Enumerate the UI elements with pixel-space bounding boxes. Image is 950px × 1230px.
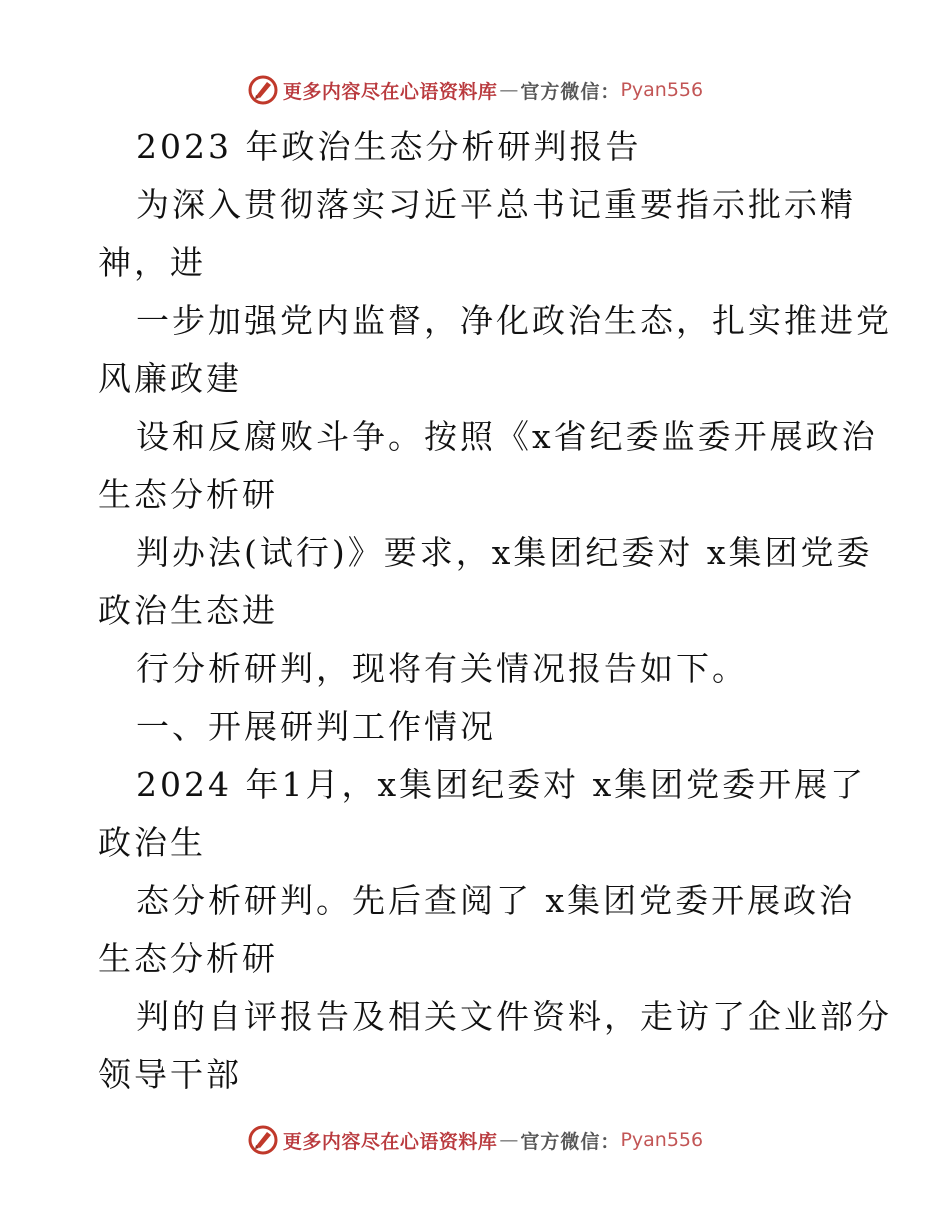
text-line: 生态分析研 <box>98 475 278 514</box>
watermark-brand: 更多内容尽在心语资料库 <box>282 80 498 103</box>
document-title: 2023 年政治生态分析研判报告 <box>136 127 642 166</box>
watermark-dash: — <box>499 79 519 101</box>
brush-logo-icon <box>247 74 279 106</box>
brush-logo-icon <box>247 1124 279 1156</box>
footer-watermark <box>0 1120 950 1160</box>
text-line: 行分析研判，现将有关情况报告如下。 <box>136 649 748 688</box>
watermark-official: 官方微信： <box>520 1130 621 1153</box>
watermark-dash: — <box>499 1129 519 1151</box>
text-line: 2024 年1月，x集团纪委对 x集团党委开展了 <box>136 765 867 804</box>
document-body <box>98 118 892 1104</box>
text-line: 态分析研判。先后查阅了 x集团党委开展政治 <box>136 881 856 920</box>
watermark-handle: Pyan556 <box>620 1129 704 1151</box>
text-line: 为深入贯彻落实习近平总书记重要指示批示精 <box>136 185 856 224</box>
text-line: 神，进 <box>98 243 206 282</box>
text-line: 判办法(试行)》要求，x集团纪委对 x集团党委 <box>136 533 873 572</box>
text-line: 政治生 <box>98 823 206 862</box>
watermark-official: 官方微信： <box>520 80 621 103</box>
text-line: 政治生态进 <box>98 591 278 630</box>
watermark-handle: Pyan556 <box>620 79 704 101</box>
watermark-brand: 更多内容尽在心语资料库 <box>282 1130 498 1153</box>
text-line: 判的自评报告及相关文件资料，走访了企业部分 <box>136 997 892 1036</box>
text-line: 设和反腐败斗争。按照《x省纪委监委开展政治 <box>136 417 878 456</box>
section-heading: 一、开展研判工作情况 <box>136 707 496 746</box>
text-line: 领导干部 <box>98 1055 242 1094</box>
header-watermark <box>0 70 950 110</box>
text-line: 生态分析研 <box>98 939 278 978</box>
text-line: 风廉政建 <box>98 359 242 398</box>
text-line: 一步加强党内监督，净化政治生态，扎实推进党 <box>136 301 892 340</box>
